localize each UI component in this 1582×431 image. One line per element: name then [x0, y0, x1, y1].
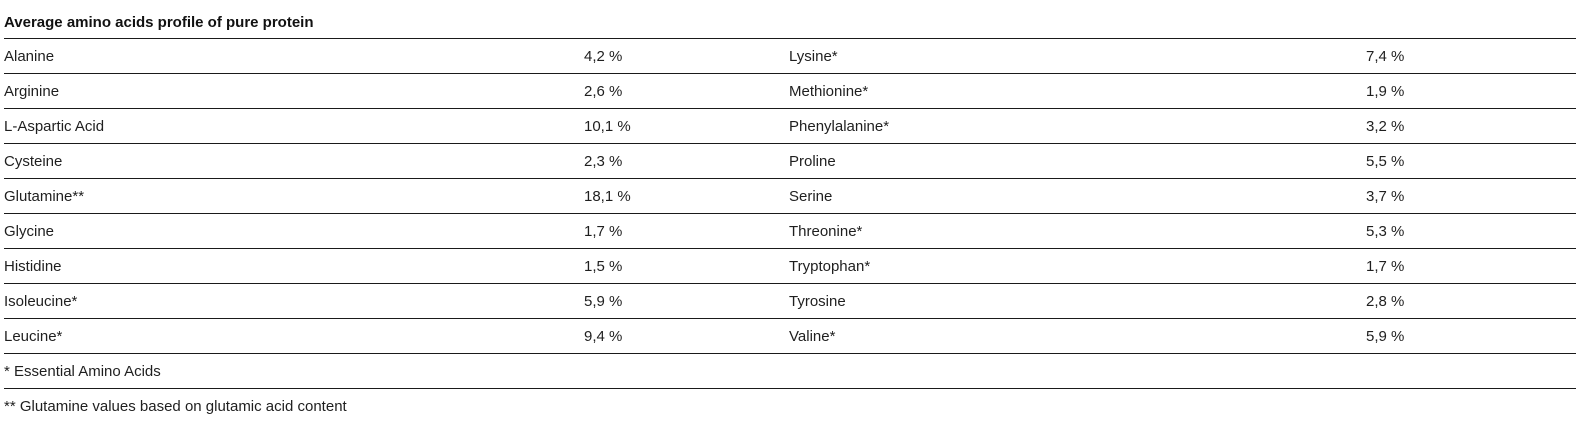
amino-acid-name: Threonine*	[789, 214, 1366, 249]
table-row	[4, 284, 1576, 319]
amino-acid-value: 2,6 %	[584, 74, 789, 109]
amino-acid-value: 5,5 %	[1366, 144, 1576, 179]
amino-acid-name: Isoleucine*	[4, 284, 584, 319]
amino-acid-name: Arginine	[4, 74, 584, 109]
amino-acid-profile	[4, 0, 1576, 424]
amino-acid-name: Methionine*	[789, 74, 1366, 109]
amino-acid-name: Tyrosine	[789, 284, 1366, 319]
amino-acid-name: Alanine	[4, 39, 584, 74]
table-title: Average amino acids profile of pure protein	[4, 0, 1576, 39]
amino-acid-name: Lysine*	[789, 39, 1366, 74]
table-row	[4, 39, 1576, 74]
amino-acid-name: Leucine*	[4, 319, 584, 354]
amino-acid-name: Cysteine	[4, 144, 584, 179]
amino-acid-name: Histidine	[4, 249, 584, 284]
amino-acid-value: 1,9 %	[1366, 74, 1576, 109]
amino-acid-value: 1,7 %	[1366, 249, 1576, 284]
amino-acid-value: 3,7 %	[1366, 179, 1576, 214]
amino-acid-name: Proline	[789, 144, 1366, 179]
amino-acid-table	[4, 39, 1576, 354]
amino-acid-value: 2,8 %	[1366, 284, 1576, 319]
amino-acid-value: 4,2 %	[584, 39, 789, 74]
table-row	[4, 144, 1576, 179]
amino-acid-name: Glycine	[4, 214, 584, 249]
amino-acid-value: 5,9 %	[584, 284, 789, 319]
amino-acid-name: Serine	[789, 179, 1366, 214]
amino-acid-value: 1,5 %	[584, 249, 789, 284]
amino-acid-value: 1,7 %	[584, 214, 789, 249]
amino-acid-name: Valine*	[789, 319, 1366, 354]
amino-acid-name: Phenylalanine*	[789, 109, 1366, 144]
amino-acid-name: Glutamine**	[4, 179, 584, 214]
amino-acid-value: 5,3 %	[1366, 214, 1576, 249]
amino-acid-value: 9,4 %	[584, 319, 789, 354]
amino-acid-name: L-Aspartic Acid	[4, 109, 584, 144]
amino-acid-value: 7,4 %	[1366, 39, 1576, 74]
table-row	[4, 319, 1576, 354]
footnote-essential: * Essential Amino Acids	[4, 354, 1576, 389]
footnote-glutamine: ** Glutamine values based on glutamic acid content	[4, 398, 347, 415]
table-row	[4, 179, 1576, 214]
amino-acid-value: 5,9 %	[1366, 319, 1576, 354]
table-row	[4, 74, 1576, 109]
table-row	[4, 109, 1576, 144]
amino-acid-value: 2,3 %	[584, 144, 789, 179]
amino-acid-name: Tryptophan*	[789, 249, 1366, 284]
amino-acid-value: 10,1 %	[584, 109, 789, 144]
table-row	[4, 249, 1576, 284]
amino-acid-value: 3,2 %	[1366, 109, 1576, 144]
table-row	[4, 214, 1576, 249]
amino-acid-value: 18,1 %	[584, 179, 789, 214]
